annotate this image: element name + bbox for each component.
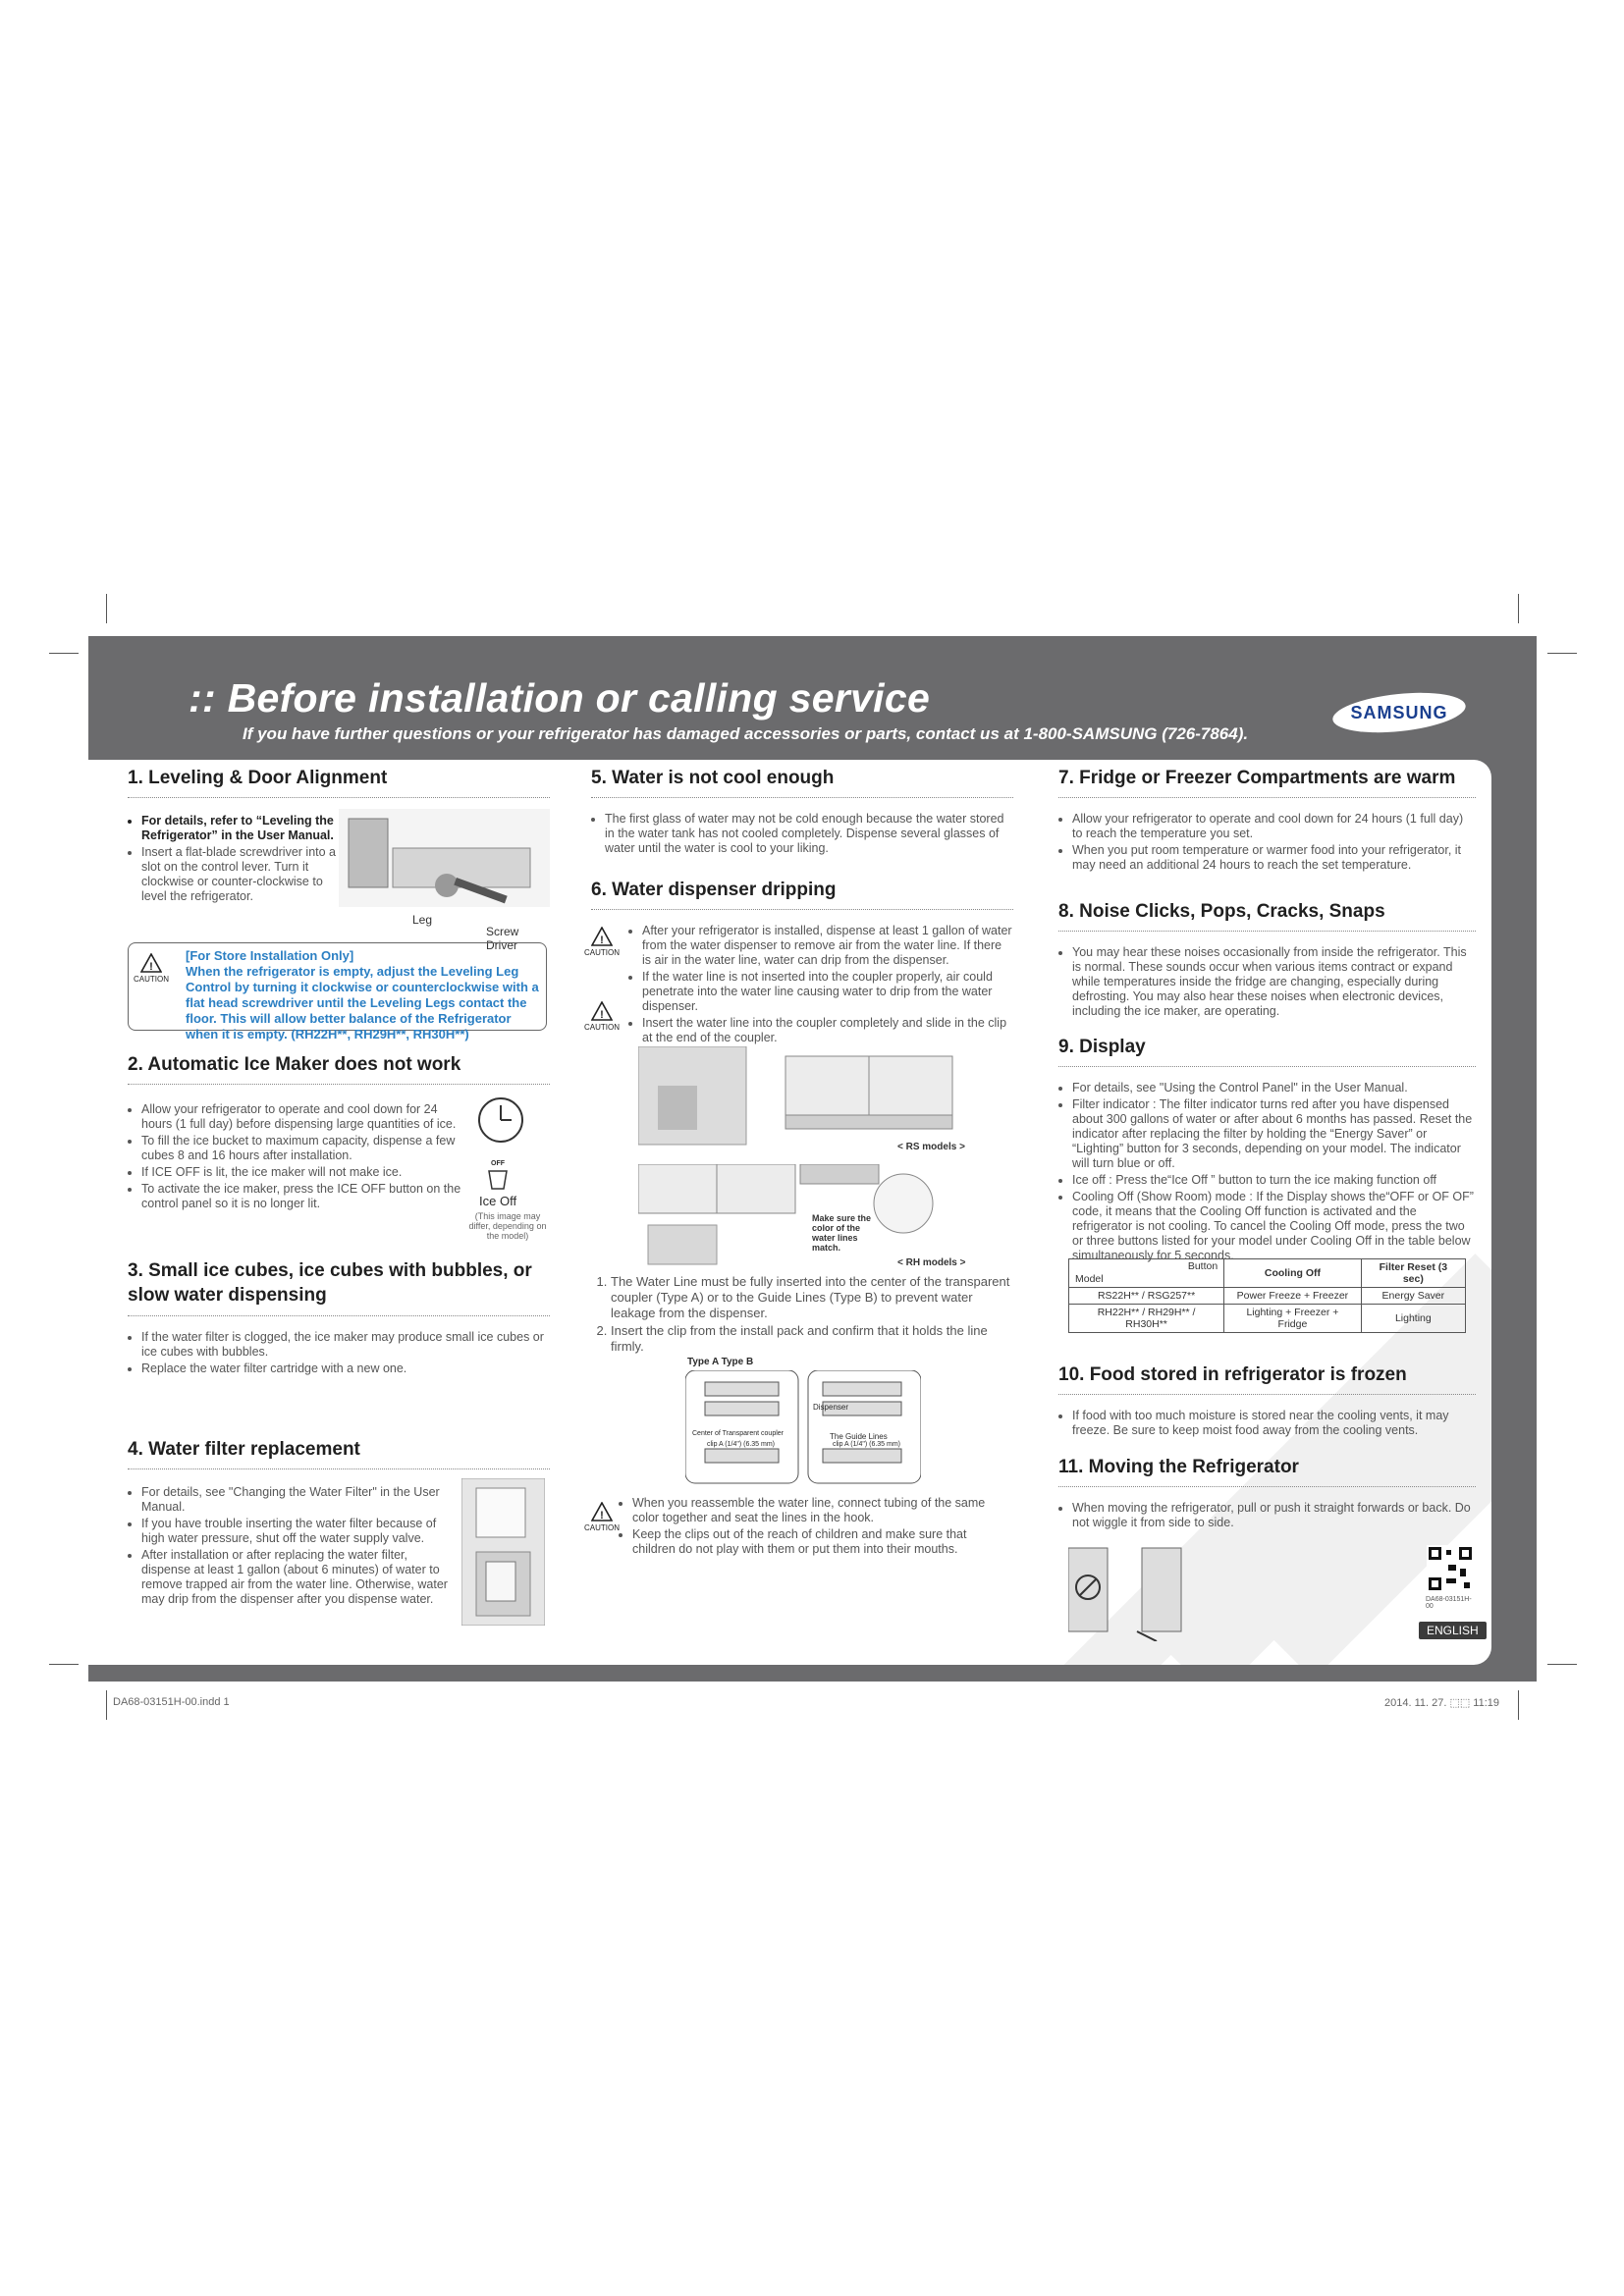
leg-label: Leg: [412, 913, 433, 927]
image-note: (This image may differ, depending on the model): [468, 1211, 547, 1241]
crop-mark: [106, 594, 107, 623]
crop-mark: [1547, 1664, 1577, 1665]
section-title: 11. Moving the Refrigerator: [1058, 1457, 1476, 1487]
section-title: 7. Fridge or Freezer Compartments are warm: [1058, 768, 1476, 798]
guide-lines-label: The Guide Lines: [830, 1432, 888, 1441]
list-item: • When you reassemble the water line, connect tubing of the same color together and seat the lines in the hook.: [632, 1496, 1005, 1525]
water-filter-illustration: [461, 1478, 545, 1626]
off-tag: OFF: [491, 1160, 505, 1167]
list-item: • Allow your refrigerator to operate and cool down for 24 hours (1 full day) to reach the temperature you set.: [1072, 812, 1476, 841]
list-item: • If ICE OFF is lit, the ice maker will not make ice.: [141, 1165, 465, 1180]
footer-right: 2014. 11. 27. ⬚⬚ 11:19: [1384, 1697, 1500, 1709]
caution-icon: [591, 927, 613, 946]
section-title: 3. Small ice cubes, ice cubes with bubbles, or slow water dispensing: [128, 1258, 550, 1316]
section-noise: [1058, 901, 1476, 1021]
page-title: :: Before installation or calling service: [189, 675, 931, 721]
ice-off-label: Ice Off: [479, 1194, 517, 1208]
section-title: 4. Water filter replacement: [128, 1439, 550, 1469]
section-food-frozen: [1058, 1364, 1476, 1440]
list-item: • When moving the refrigerator, pull or push it straight forwards or back. Do not wiggle it from side to side.: [1072, 1501, 1476, 1530]
crop-mark: [1518, 1690, 1519, 1720]
language-badge: ENGLISH: [1419, 1622, 1487, 1639]
section-ice-maker: [128, 1054, 550, 1241]
section-title: 1. Leveling & Door Alignment: [128, 768, 550, 798]
section-title: 9. Display: [1058, 1037, 1476, 1067]
list-item: • The first glass of water may not be cold enough because the water stored in the water tank has not cooled completely. Dispense several glasses of water until the water is cool to your liking.: [605, 812, 1013, 856]
ice-bucket-icon: [486, 1169, 510, 1191]
list-item: • Allow your refrigerator to operate and cool down for 24 hours (1 full day) before dispensing large quantities of ice.: [141, 1102, 465, 1132]
list-item: • Ice off : Press the“Ice Off ” button to turn the ice making function off: [1072, 1173, 1476, 1188]
list-item: • If you have trouble inserting the water filter because of high water pressure, shut off the water supply valve.: [141, 1517, 456, 1546]
caution-label: CAUTION: [584, 1523, 620, 1532]
list-item: • Insert a flat-blade screwdriver into a slot on the control lever. Turn it clockwise or counter-clockwise to level the refrigerator.: [141, 845, 338, 904]
crop-mark: [49, 1664, 79, 1665]
rh-models-label: < RH models >: [897, 1257, 966, 1268]
section-title: 10. Food stored in refrigerator is frozen: [1058, 1364, 1476, 1395]
svg-text:!: !: [149, 961, 153, 973]
table-header-model: Model: [1075, 1273, 1104, 1285]
section-water-not-cool: [591, 768, 1013, 858]
list-item: • To activate the ice maker, press the ICE OFF button on the control panel so it is no longer lit.: [141, 1182, 465, 1211]
store-title: [For Store Installation Only]: [186, 948, 354, 963]
crop-mark: [106, 1690, 107, 1720]
list-item: • After installation or after replacing the water filter, dispense at least 1 gallon (about 6 minutes) of water to remove trapped air from the water line. Otherwise, water may drip from the dispenser after you dispense water.: [141, 1548, 456, 1607]
section-title: 6. Water dispenser dripping: [591, 880, 1013, 910]
table-header-cell: Filter Reset (3 sec): [1361, 1259, 1465, 1288]
caution-label: CAUTION: [584, 948, 620, 957]
page-subtitle: If you have further questions or your refrigerator has damaged accessories or parts, contact us at 1-800-SAMSUNG (726-7864).: [243, 724, 1249, 743]
list-item: 2. Insert the clip from the install pack and confirm that it holds the line firmly.: [611, 1323, 1013, 1355]
section-title: 5. Water is not cool enough: [591, 768, 1013, 798]
list-item: • For details, see "Changing the Water Filter" in the User Manual.: [141, 1485, 456, 1515]
section-small-ice: [128, 1258, 550, 1378]
samsung-logo: [1330, 690, 1468, 735]
svg-text:SAMSUNG: SAMSUNG: [1350, 703, 1448, 722]
crop-mark: [1518, 594, 1519, 623]
table-cell: Power Freeze + Freezer: [1224, 1288, 1362, 1305]
svg-text:!: !: [600, 934, 604, 946]
list-item: 1. The Water Line must be fully inserted into the center of the transparent coupler (Type A) or to the Guide Lines (Type B) to prevent water leakage from the dispenser.: [611, 1274, 1013, 1321]
section-title: 2. Automatic Ice Maker does not work: [128, 1054, 550, 1085]
table-cell: RH22H** / RH29H** / RH30H**: [1069, 1305, 1224, 1333]
list-item: • When you put room temperature or warmer food into your refrigerator, it may need an additional 24 hours to reach the set temperature.: [1072, 843, 1476, 873]
rh-model-illustration: [638, 1164, 962, 1272]
section-title: 8. Noise Clicks, Pops, Cracks, Snaps: [1058, 901, 1476, 932]
table-cell: Energy Saver: [1361, 1288, 1465, 1305]
table-header-button: Button: [1187, 1260, 1218, 1272]
caution-label: CAUTION: [584, 1023, 620, 1032]
svg-text:!: !: [600, 1510, 604, 1522]
list-item: • If the water filter is clogged, the ice maker may produce small ice cubes or ice cubes with bubbles.: [141, 1330, 550, 1360]
caution-icon: [591, 1001, 613, 1021]
section-display: [1058, 1037, 1476, 1330]
clip-label: clip A (1/4") (6.35 mm): [707, 1441, 776, 1448]
footer-left: DA68-03151H-00.indd 1: [113, 1696, 230, 1708]
list-item: • After your refrigerator is installed, dispense at least 1 gallon of water from the water dispenser to remove air from the water line. If there is air in the water line, water can drip from the dispenser.: [642, 924, 1013, 968]
table-row: [1069, 1288, 1466, 1305]
content-panel: [88, 760, 1491, 1665]
table-header-cell: [1069, 1259, 1224, 1288]
rs-models-label: < RS models >: [897, 1142, 965, 1152]
dispenser-label: Dispenser: [813, 1403, 849, 1412]
list-item: • Cooling Off (Show Room) mode : If the Display shows the“OFF or OF OF” code, it means that the Cooling Off function is activated and the refrigerator is not cooling. To cancel the Cooling Off mode, press the two or three buttons listed for your model under Cooling Off in the table below simultaneously for 5 seconds.: [1072, 1190, 1476, 1263]
store-installation-box: [128, 942, 547, 1041]
screw-driver-label: Screw Driver: [486, 925, 519, 952]
qr-code: [1427, 1545, 1474, 1592]
caution-match-note: Make sure the color of the water lines match.: [812, 1213, 872, 1253]
list-item: • Replace the water filter cartridge with a new one.: [141, 1362, 550, 1376]
section-water-filter: [128, 1439, 550, 1609]
list-item: • For details, see "Using the Control Panel" in the User Manual.: [1072, 1081, 1476, 1095]
center-coupler-label: Center of Transparent coupler: [692, 1430, 784, 1437]
caution-label: CAUTION: [134, 975, 169, 984]
leveling-illustration: [339, 809, 550, 927]
list-item: • Insert the water line into the coupler completely and slide in the clip at the end of the coupler.: [642, 1016, 1013, 1045]
moving-refrigerator-illustration: [1068, 1543, 1206, 1641]
list-item: • You may hear these noises occasionally from inside the refrigerator. This is normal. These sounds occur when various items contract or expand while temperatures inside the fridge are changing, especially during defrosting. You may also hear these noises when electronic devices, including the ice maker, are operating.: [1072, 945, 1476, 1019]
section-compartments-warm: [1058, 768, 1476, 875]
list-item: • Keep the clips out of the reach of children and make sure that children do not play with them or put them into their mouths.: [632, 1527, 1005, 1557]
list-item: • If the water line is not inserted into the coupler properly, air could penetrate into the water line causing water to drip from the water dispenser.: [642, 970, 1013, 1014]
list-item: • For details, refer to “Leveling the Refrigerator” in the User Manual.: [141, 814, 338, 843]
table-cell: Lighting + Freezer + Fridge: [1224, 1305, 1362, 1333]
table-header-cell: Cooling Off: [1224, 1259, 1362, 1288]
crop-mark: [49, 653, 79, 654]
table-row: [1069, 1259, 1466, 1288]
table-cell: Lighting: [1361, 1305, 1465, 1333]
section-leveling: [128, 768, 550, 1041]
list-item: • If food with too much moisture is stored near the cooling vents, it may freeze. Be sure to keep moist food away from the cooling vents.: [1072, 1409, 1476, 1438]
part-number: DA68-03151H-00: [1426, 1596, 1472, 1610]
table-row: [1069, 1305, 1466, 1333]
section-dispenser-dripping: [584, 880, 1013, 1556]
table-cell: RS22H** / RSG257**: [1069, 1288, 1224, 1305]
guide-sheet: [88, 636, 1537, 1682]
list-item: • Filter indicator : The filter indicator turns red after you have dispensed about 300 gallons of water or after about 6 months has passed. Reset the indicator after replacing the filter by holding the “Energy Saver” or “Lighting” button for 3 seconds, depending on your model. The indicator will turn blue or off.: [1072, 1097, 1476, 1171]
store-text: When the refrigerator is empty, adjust the Leveling Leg Control by turning it clockwise or counterclockwise with a flat head screwdriver until the Leveling Legs contact the floor. This will allow better balance of the Refrigerator when it is empty. (RH22H**, RH29H**, RH30H**): [186, 964, 539, 1041]
list-item: • To fill the ice bucket to maximum capacity, dispense a few cubes 8 and 16 hours after installation.: [141, 1134, 465, 1163]
crop-mark: [1547, 653, 1577, 654]
caution-icon: [140, 953, 162, 973]
rs-model-illustration: [638, 1046, 962, 1154]
cooling-off-table: [1068, 1258, 1466, 1333]
coupler-diagram: [685, 1370, 921, 1488]
section-moving: [1058, 1457, 1476, 1610]
svg-text:!: !: [600, 1009, 604, 1021]
coupler-type-label: Type A Type B: [687, 1357, 754, 1367]
clock-icon: [476, 1095, 525, 1145]
clip-label: clip A (1/4") (6.35 mm): [833, 1441, 901, 1448]
